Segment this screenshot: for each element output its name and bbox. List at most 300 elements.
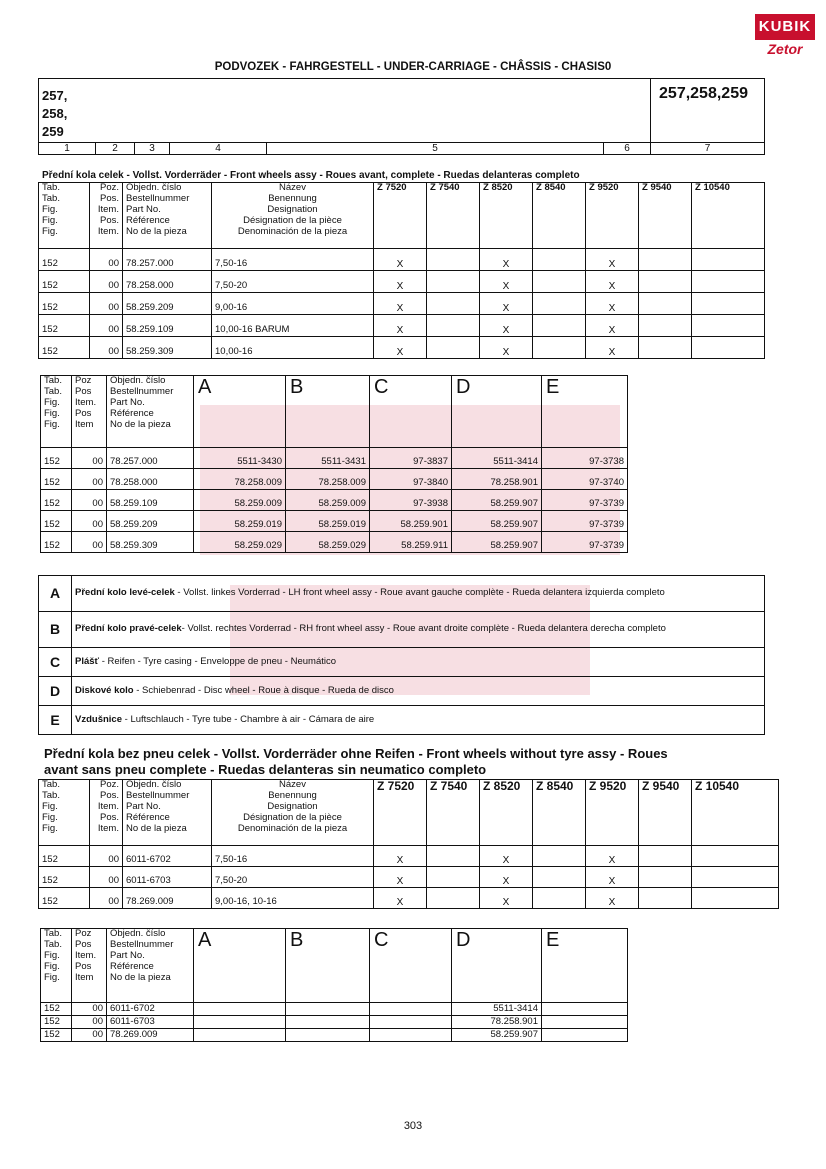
hdr-pos: Item. (97, 203, 119, 215)
table-row (39, 867, 779, 888)
col-num-6: 6 (604, 142, 651, 155)
brand-logo (755, 14, 815, 62)
row-tab: 152 (39, 888, 90, 909)
row-mark: X (586, 271, 639, 293)
row-value: 58.259.907 (452, 511, 542, 532)
row-mark (639, 271, 692, 293)
row-part: 6011-6703 (107, 1016, 194, 1029)
hdr-name: Denominación de la pieza (237, 225, 348, 237)
row-value: 97-3739 (542, 490, 628, 511)
row-value: 58.259.019 (194, 511, 286, 532)
hdr-tab: Fig. (42, 203, 58, 215)
row-name: 7,50-16 (212, 249, 374, 271)
row-name: 9,00-16, 10-16 (212, 888, 374, 909)
hdr-model: Z 8540 (533, 183, 586, 249)
hdr-tab: Fig. (44, 949, 60, 961)
table-row (41, 1029, 628, 1042)
hdr-tab: Tab. (42, 182, 60, 193)
legend-text (72, 706, 765, 735)
row-name: 10,00-16 BARUM (212, 315, 374, 337)
row-value: 58.259.009 (194, 490, 286, 511)
row-pos: 00 (90, 271, 123, 293)
section1-title: Přední kola celek - Vollst. Vorderräder - Front wheels assy - Roues avant, complete - Ruedas delanteras completo (42, 170, 580, 181)
hdr-pos: Item. (97, 800, 119, 812)
hdr-model: Z 8540 (533, 780, 586, 846)
hdr-pos: Poz (75, 375, 92, 386)
row-pos: 00 (90, 249, 123, 271)
hdr-tab: Tab. (42, 192, 60, 204)
hdr-pos: Item (75, 971, 94, 983)
row-value: 97-3738 (542, 448, 628, 469)
row-pos: 00 (72, 511, 107, 532)
row-part: 6011-6702 (123, 846, 212, 867)
hdr-tab: Fig. (44, 418, 60, 430)
header-box (38, 78, 765, 155)
col-letter: E (542, 376, 628, 448)
hdr-name: Název (279, 182, 306, 193)
row-value (194, 1003, 286, 1016)
row-value: 5511-3414 (452, 448, 542, 469)
legend-desc: - Vollst. rechtes Vorderrad - RH front wheel assy - Roue avant droite complète - Rueda delantera derecha completo (181, 623, 666, 635)
row-value (194, 1016, 286, 1029)
row-pos: 00 (72, 532, 107, 553)
row-mark (533, 249, 586, 271)
legend-bold: Přední kolo levé-celek (75, 587, 175, 599)
row-tab: 152 (39, 315, 90, 337)
hdr-pos: Pos. (99, 789, 119, 801)
hdr-pos: Pos (75, 960, 92, 972)
row-name: 7,50-20 (212, 271, 374, 293)
hdr-part: Bestellnummer (110, 938, 174, 950)
row-part: 58.259.209 (107, 511, 194, 532)
row-mark (427, 315, 480, 337)
hdr-part: Référence (126, 811, 170, 823)
hdr-pos: Pos (75, 407, 92, 419)
hdr-pos: Pos. (99, 214, 119, 226)
row-mark (427, 846, 480, 867)
row-mark: X (480, 888, 533, 909)
row-pos: 00 (72, 469, 107, 490)
row-mark (639, 249, 692, 271)
row-tab: 152 (41, 448, 72, 469)
legend-bold: Diskové kolo (75, 684, 134, 696)
row-name: 10,00-16 (212, 337, 374, 359)
page-number: 303 (403, 1120, 423, 1132)
hdr-model: Z 7540 (427, 183, 480, 249)
row-mark: X (374, 337, 427, 359)
row-value: 78.258.901 (452, 1016, 542, 1029)
row-mark (692, 271, 765, 293)
hdr-tab: Fig. (44, 971, 60, 983)
hdr-part: Part No. (110, 949, 145, 961)
row-mark: X (374, 888, 427, 909)
row-part: 58.259.109 (107, 490, 194, 511)
row-mark: X (480, 249, 533, 271)
row-value (370, 1003, 452, 1016)
row-value: 58.259.009 (286, 490, 370, 511)
col-num-1: 1 (39, 142, 96, 155)
hdr-tab: Fig. (42, 214, 58, 226)
row-mark (533, 315, 586, 337)
row-value: 58.259.019 (286, 511, 370, 532)
row-mark (427, 867, 480, 888)
table-row (39, 249, 765, 271)
models-left-3: 259 (42, 124, 64, 140)
row-part: 58.259.309 (107, 532, 194, 553)
section1-table (38, 182, 765, 359)
row-tab: 152 (39, 249, 90, 271)
hdr-pos: Poz (75, 928, 92, 939)
col-letter: C (370, 929, 452, 1003)
section2-title (44, 746, 668, 777)
hdr-name: Désignation de la pièce (243, 214, 342, 226)
hdr-pos: Poz. (99, 182, 119, 193)
col-num-3: 3 (135, 142, 170, 155)
hdr-tab: Fig. (42, 225, 58, 237)
hdr-name: Denominación de la pieza (237, 822, 348, 834)
row-mark: X (480, 867, 533, 888)
table-row (39, 315, 765, 337)
hdr-tab: Tab. (44, 938, 62, 950)
table-row (39, 293, 765, 315)
legend-row (39, 576, 765, 612)
hdr-tab: Fig. (44, 396, 60, 408)
row-mark (639, 315, 692, 337)
row-pos: 00 (72, 1016, 107, 1029)
logo-kubik: KUBIK (755, 14, 815, 40)
row-value (370, 1029, 452, 1042)
row-part: 58.259.309 (123, 337, 212, 359)
row-mark: X (586, 888, 639, 909)
row-value: 58.259.029 (286, 532, 370, 553)
col-letter: A (194, 929, 286, 1003)
legend-table (38, 575, 765, 735)
table-row (39, 271, 765, 293)
legend-text (72, 612, 765, 648)
col-num-2: 2 (96, 142, 135, 155)
row-pos: 00 (90, 846, 123, 867)
variants-table (40, 375, 628, 553)
legend-letter: B (39, 612, 72, 648)
row-name: 7,50-16 (212, 846, 374, 867)
row-tab: 152 (41, 1016, 72, 1029)
row-value (542, 1029, 628, 1042)
col-letter: B (286, 929, 370, 1003)
row-value (542, 1016, 628, 1029)
hdr-part: Bestellnummer (126, 192, 190, 204)
hdr-part: Bestellnummer (126, 789, 190, 801)
row-value (286, 1003, 370, 1016)
row-mark (639, 337, 692, 359)
row-pos: 00 (90, 867, 123, 888)
row-mark (692, 249, 765, 271)
hdr-model: Z 9520 (586, 780, 639, 846)
row-mark: X (586, 293, 639, 315)
row-value: 5511-3414 (452, 1003, 542, 1016)
legend-desc: - Schiebenrad - Disc wheel - Roue à disque - Rueda de disco (133, 684, 394, 696)
row-value (542, 1003, 628, 1016)
row-mark (427, 293, 480, 315)
hdr-tab: Tab. (44, 928, 62, 939)
table-row (41, 448, 628, 469)
hdr-tab: Tab. (44, 385, 62, 397)
col-num-4: 4 (170, 142, 267, 155)
row-mark (533, 846, 586, 867)
row-value: 97-3739 (542, 511, 628, 532)
col-letter: C (370, 376, 452, 448)
hdr-part: Part No. (110, 396, 145, 408)
row-part: 6011-6702 (107, 1003, 194, 1016)
hdr-part: Part No. (126, 203, 161, 215)
row-mark: X (480, 271, 533, 293)
table-row (39, 846, 779, 867)
row-mark: X (480, 337, 533, 359)
hdr-tab: Fig. (44, 960, 60, 972)
row-part: 78.257.000 (107, 448, 194, 469)
hdr-model: Z 7520 (374, 780, 427, 846)
row-value (286, 1029, 370, 1042)
row-mark (533, 293, 586, 315)
legend-text (72, 648, 765, 677)
models-right: 257,258,259 (651, 79, 765, 143)
row-mark (533, 867, 586, 888)
row-mark (639, 867, 692, 888)
hdr-pos: Pos (75, 938, 92, 950)
legend-row (39, 677, 765, 706)
row-mark (639, 888, 692, 909)
hdr-part: Référence (110, 960, 154, 972)
table-row (41, 490, 628, 511)
row-value: 97-3840 (370, 469, 452, 490)
col-letter: B (286, 376, 370, 448)
row-value: 5511-3430 (194, 448, 286, 469)
row-mark: X (586, 867, 639, 888)
row-value (286, 1016, 370, 1029)
hdr-pos: Poz. (99, 779, 119, 790)
row-name: 9,00-16 (212, 293, 374, 315)
legend-letter: E (39, 706, 72, 735)
hdr-pos: Item. (97, 225, 119, 237)
hdr-name: Designation (267, 800, 318, 812)
row-value: 58.259.907 (452, 1029, 542, 1042)
models-left-2: 258, (42, 106, 68, 122)
row-part: 78.258.000 (107, 469, 194, 490)
hdr-model: Z 7540 (427, 780, 480, 846)
section2-title-line2: avant sans pneu complete - Ruedas delanteras sin neumatico completo (44, 761, 487, 777)
table-row (41, 1003, 628, 1016)
row-mark (533, 271, 586, 293)
row-tab: 152 (39, 846, 90, 867)
row-mark: X (480, 315, 533, 337)
hdr-part: No de la pieza (126, 822, 187, 834)
page-title: PODVOZEK - FAHRGESTELL - UNDER-CARRIAGE - CHÂSSIS - CHASIS0 (214, 61, 612, 73)
row-tab: 152 (41, 1003, 72, 1016)
hdr-tab: Tab. (42, 789, 60, 801)
hdr-name: Désignation de la pièce (243, 811, 342, 823)
hdr-part: Référence (126, 214, 170, 226)
row-mark (639, 846, 692, 867)
row-part: 6011-6703 (123, 867, 212, 888)
hdr-name: Název (279, 779, 306, 790)
col-num-7: 7 (651, 142, 765, 155)
hdr-part: No de la pieza (110, 418, 171, 430)
row-pos: 00 (90, 315, 123, 337)
row-part: 58.259.109 (123, 315, 212, 337)
row-mark: X (480, 846, 533, 867)
legend-letter: A (39, 576, 72, 612)
row-value: 97-3837 (370, 448, 452, 469)
row-tab: 152 (39, 293, 90, 315)
hdr-part: Bestellnummer (110, 385, 174, 397)
legend-letter: D (39, 677, 72, 706)
row-tab: 152 (39, 867, 90, 888)
hdr-tab: Fig. (42, 822, 58, 834)
col-letter: E (542, 929, 628, 1003)
row-mark (427, 271, 480, 293)
row-mark: X (480, 293, 533, 315)
row-value: 58.259.907 (452, 532, 542, 553)
row-pos: 00 (72, 490, 107, 511)
legend-bold: Vzdušnice (75, 713, 122, 725)
hdr-model: Z 9540 (639, 780, 692, 846)
row-mark (692, 293, 765, 315)
models-left-1: 257, (42, 88, 68, 103)
legend-text (72, 576, 765, 612)
row-value (194, 1029, 286, 1042)
row-value: 5511-3431 (286, 448, 370, 469)
hdr-part: Objedn. číslo (110, 375, 166, 386)
table-row (41, 511, 628, 532)
row-mark: X (374, 846, 427, 867)
row-value: 58.259.911 (370, 532, 452, 553)
row-value: 97-3938 (370, 490, 452, 511)
hdr-part: Objedn. číslo (126, 779, 182, 790)
hdr-pos: Item. (75, 396, 97, 408)
row-pos: 00 (90, 337, 123, 359)
hdr-part: No de la pieza (110, 971, 171, 983)
row-value: 78.258.009 (194, 469, 286, 490)
row-mark (533, 337, 586, 359)
hdr-part: Objedn. číslo (126, 182, 182, 193)
hdr-model: Z 8520 (480, 780, 533, 846)
row-mark (533, 888, 586, 909)
col-num-5: 5 (267, 142, 604, 155)
row-mark: X (374, 293, 427, 315)
row-part: 58.259.209 (123, 293, 212, 315)
hdr-model: Z 7520 (374, 183, 427, 249)
row-tab: 152 (39, 337, 90, 359)
hdr-model: Z 10540 (692, 780, 779, 846)
hdr-name: Benennung (268, 192, 317, 204)
row-part: 78.269.009 (123, 888, 212, 909)
row-mark (692, 846, 779, 867)
hdr-tab: Fig. (44, 407, 60, 419)
hdr-name: Designation (267, 203, 318, 215)
col-letter: A (194, 376, 286, 448)
hdr-model: Z 9520 (586, 183, 639, 249)
col-letter: D (452, 376, 542, 448)
legend-letter: C (39, 648, 72, 677)
row-mark (692, 315, 765, 337)
table-row (39, 888, 779, 909)
row-part: 78.269.009 (107, 1029, 194, 1042)
row-mark: X (586, 846, 639, 867)
hdr-pos: Pos. (99, 811, 119, 823)
row-mark: X (374, 315, 427, 337)
row-mark: X (586, 315, 639, 337)
row-tab: 152 (41, 511, 72, 532)
hdr-part: Part No. (126, 800, 161, 812)
legend-bold: Přední kolo pravé-celek (75, 623, 182, 635)
row-mark: X (586, 337, 639, 359)
row-mark: X (374, 867, 427, 888)
legend-row (39, 706, 765, 735)
row-mark: X (374, 271, 427, 293)
hdr-model: Z 9540 (639, 183, 692, 249)
hdr-pos: Item (75, 418, 94, 430)
variants-table-2 (40, 928, 628, 1042)
legend-row (39, 612, 765, 648)
hdr-name: Benennung (268, 789, 317, 801)
section2-table (38, 779, 779, 909)
table-row (39, 337, 765, 359)
row-value: 78.258.009 (286, 469, 370, 490)
row-pos: 00 (90, 293, 123, 315)
table-row (41, 532, 628, 553)
table-row (41, 469, 628, 490)
row-value: 97-3740 (542, 469, 628, 490)
legend-desc: - Luftschlauch - Tyre tube - Chambre à air - Cámara de aire (122, 713, 375, 725)
legend-text (72, 677, 765, 706)
legend-row (39, 648, 765, 677)
hdr-model: Z 8520 (480, 183, 533, 249)
hdr-part: Objedn. číslo (110, 928, 166, 939)
row-part: 78.257.000 (123, 249, 212, 271)
row-tab: 152 (41, 532, 72, 553)
col-letter: D (452, 929, 542, 1003)
row-value (370, 1016, 452, 1029)
row-mark (692, 867, 779, 888)
row-mark (639, 293, 692, 315)
row-mark (427, 249, 480, 271)
row-value: 58.259.907 (452, 490, 542, 511)
row-value: 58.259.901 (370, 511, 452, 532)
row-pos: 00 (72, 1003, 107, 1016)
hdr-part: Référence (110, 407, 154, 419)
hdr-pos: Pos. (99, 192, 119, 204)
row-tab: 152 (41, 490, 72, 511)
row-mark (427, 888, 480, 909)
row-mark (427, 337, 480, 359)
hdr-pos: Item. (97, 822, 119, 834)
row-tab: 152 (41, 1029, 72, 1042)
hdr-model: Z 10540 (692, 183, 765, 249)
row-value: 97-3739 (542, 532, 628, 553)
row-mark (692, 337, 765, 359)
legend-desc: - Vollst. linkes Vorderrad - LH front wheel assy - Roue avant gauche complète - Rueda delantera izquierda completo (174, 587, 665, 599)
section2-title-line1: Přední kola bez pneu celek - Vollst. Vorderräder ohne Reifen - Front wheels without tyre assy - Roues (44, 746, 668, 761)
hdr-part: No de la pieza (126, 225, 187, 237)
row-pos: 00 (72, 1029, 107, 1042)
hdr-tab: Fig. (42, 800, 58, 812)
row-name: 7,50-20 (212, 867, 374, 888)
hdr-tab: Fig. (42, 811, 58, 823)
row-mark: X (374, 249, 427, 271)
hdr-tab: Tab. (42, 779, 60, 790)
row-tab: 152 (39, 271, 90, 293)
table-row (41, 1016, 628, 1029)
row-value: 58.259.029 (194, 532, 286, 553)
